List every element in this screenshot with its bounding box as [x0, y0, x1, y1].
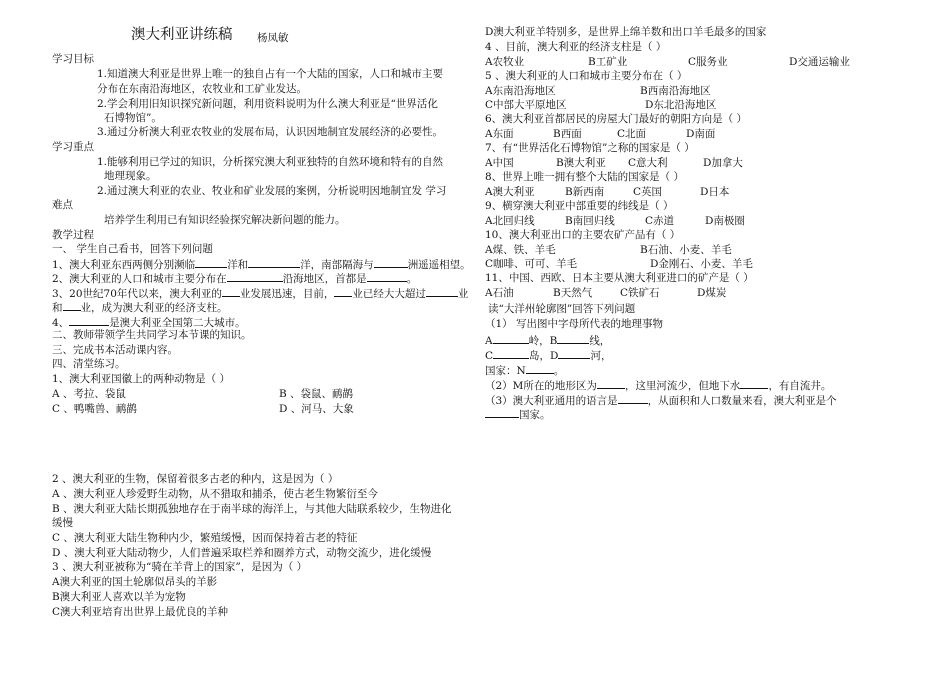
document-title: 澳大利亚讲练稿 [131, 27, 233, 43]
exercise-1-question: 1、澳大利亚国徽上的两种动物是（ ） [52, 373, 231, 385]
exercise-11-option-b: B天然气 [553, 287, 593, 299]
exercise-7-question: 7、有“世界活化石博物馆”之称的国家是（ ） [485, 142, 695, 154]
blank [222, 285, 240, 297]
blank [485, 406, 519, 418]
exercise-9-question: 9、横穿澳大利亚中部重要的纬线是（ ） [485, 200, 674, 212]
blank [248, 256, 300, 268]
goal-2-line-1: 2.学会利用旧知识探究新问题，利用资料说明为什么澳大利亚是“世界活化 [97, 98, 438, 110]
exercise-11-question: 11、中国、西欧、日本主要从澳大利亚进口的矿产是（ ） [485, 272, 754, 284]
exercise-1-option-c: C 、鸭嘴兽、鸸鹋 [52, 403, 137, 415]
map-question-1-line-a: A 岭，B 线， [485, 332, 610, 348]
blank [195, 256, 227, 268]
blank [426, 285, 458, 297]
process-heading: 教学过程 [52, 229, 94, 241]
exercise-10-option-d: D金刚石、小麦、羊毛 [650, 258, 753, 270]
exercise-2-question: 2 、澳大利亚的生物，保留着很多古老的种内，这是因为（ ） [52, 473, 339, 485]
exercise-4-option-c: C服务业 [688, 56, 728, 68]
blank [740, 377, 768, 389]
exercise-6-question: 6、澳大利亚首都居民的房屋大门最好的朝阳方向是（ ） [485, 113, 748, 125]
blank [597, 377, 625, 389]
map-question-1: （1） 写出图中字母所代表的地理事物 [485, 318, 664, 330]
exercise-3-option-a: A澳大利亚的国土轮廓似昂头的羊影 [52, 576, 218, 588]
exercise-3-option-b: B澳大利亚人喜欢以羊为宠物 [52, 591, 186, 603]
difficulty-heading: 难点 [52, 199, 73, 211]
exercise-1-option-d: D 、河马、大象 [279, 403, 354, 415]
exercise-6-option-c: C北面 [617, 128, 647, 140]
exercise-4-option-d: D交通运输业 [789, 56, 850, 68]
map-question-3-cont: 国家。 [485, 406, 551, 422]
blank [69, 314, 109, 326]
fill-question-3: 3、20世纪70年代以来，澳大利亚的 业发展迅速，目前， 业已经大大超过 业 [52, 285, 468, 301]
exercise-7-option-c: C意大利 [628, 157, 668, 169]
exercise-7-option-a: A中国 [485, 157, 514, 169]
step-1: 一、 学生自己看书，回答下列问题 [52, 243, 213, 255]
exercise-5-option-a: A东南沿海地区 [485, 85, 556, 97]
exercise-4-question: 4 、目前，澳大利亚的经济支柱是（ ） [485, 41, 667, 53]
blank [227, 270, 283, 282]
exercise-5-question: 5 、澳大利亚的人口和城市主要分布在（ ） [485, 70, 688, 82]
exercise-8-option-c: C英国 [633, 186, 663, 198]
map-question-3: （3）澳大利亚通用的语言是 ，从面积和人口数量来看，澳大利亚是个 [485, 392, 837, 408]
goal-1-line-1: 1.知道澳大利亚是世界上唯一的独自占有一个大陆的国家，人口和城市主要 [97, 68, 444, 80]
focus-2: 2.通过澳大利亚的农业、牧业和矿业发展的案例，分析说明因地制宜发 学习 [97, 185, 447, 197]
exercise-9-option-c: C赤道 [645, 215, 675, 227]
blank [493, 347, 529, 359]
exercise-2-option-c: C 、澳大利亚大陆生物种内少，繁殖缓慢，因而保持着古老的特征 [52, 532, 358, 544]
exercise-8-option-a: A澳大利亚 [485, 186, 535, 198]
map-question-2: （2）M所在的地形区为 ，这里河流少，但地下水 ，有自流井。 [485, 377, 831, 393]
step-2: 二、教师带领学生共同学习本节课的知识。 [52, 329, 252, 341]
exercise-2-option-b-line-2: 缓慢 [52, 517, 73, 529]
exercise-2-option-b-line-1: B 、澳大利亚大陆长期孤独地存在于南半球的海洋上，与其他大陆联系较少，生物进化 [52, 503, 452, 515]
goal-1-line-2: 分布在东南沿海地区，农牧业和工矿业发达。 [97, 83, 307, 95]
exercise-10-option-c: C咖啡、可可、羊毛 [485, 258, 578, 270]
blank [557, 332, 589, 344]
exercise-3-option-d: D澳大利亚羊特别多，是世界上绵羊数和出口羊毛最多的国家 [485, 26, 767, 38]
exercise-4-option-a: A农牧业 [485, 56, 525, 68]
exercise-6-option-d: D南面 [686, 128, 716, 140]
goal-3: 3.通过分析澳大利亚农牧业的发展布局，认识因地制宜发展经济的必要性。 [97, 126, 444, 138]
exercise-8-option-d: D日本 [700, 186, 730, 198]
exercise-11-option-a: A石油 [485, 287, 514, 299]
map-question-1-line-c: 国家：N 。 [485, 362, 564, 378]
blank [367, 270, 407, 282]
exercise-5-option-d: D东北沿海地区 [645, 99, 717, 111]
focus-heading: 学习重点 [52, 141, 94, 153]
exercise-9-option-d: D南极圈 [705, 215, 745, 227]
exercise-8-question: 8、世界上唯一拥有整个大陆的国家是（ ） [485, 171, 685, 183]
exercise-5-option-c: C中部大平原地区 [485, 99, 567, 111]
exercise-3-question: 3 、澳大利亚被称为“骑在羊背上的国家”，是因为（ ） [52, 561, 308, 573]
exercise-9-option-b: B南回归线 [565, 215, 615, 227]
exercise-6-option-a: A东面 [485, 128, 514, 140]
blank [618, 392, 648, 404]
difficulty-text: 培养学生利用已有知识经验探究解决新问题的能力。 [104, 214, 346, 226]
exercise-8-option-b: B新西南 [565, 186, 605, 198]
map-heading: 读“大洋州轮廓图”回答下列问题 [488, 303, 636, 315]
exercise-10-question: 10、澳大利亚出口的主要农矿产品有（ ） [485, 229, 681, 241]
focus-1-line-1: 1.能够利用已学过的知识，分析探究澳大利亚独特的自然环境和特有的自然 [97, 156, 444, 168]
exercise-7-option-b: B澳大利亚 [556, 157, 606, 169]
map-question-1-line-b: C 岛，D 河， [485, 347, 611, 363]
exercise-10-option-b: B石油、小麦、羊毛 [640, 244, 732, 256]
fill-question-3-cont: 和 业，成为澳大利亚的经济支柱。 [52, 299, 228, 315]
blank [63, 299, 81, 311]
exercise-2-option-d: D 、澳大利亚大陆动物少，人们普遍采取栏养和圈养方式，动物交流少，进化缓慢 [52, 547, 432, 559]
step-4: 四、清堂练习。 [52, 358, 126, 370]
blank [493, 332, 529, 344]
exercise-11-option-d: D煤炭 [697, 287, 727, 299]
exercise-1-option-a: A 、考拉、袋鼠 [52, 388, 126, 400]
fill-question-2: 2、澳大利亚的人口和城市主要分布在 沿海地区，首都是 。 [52, 270, 417, 286]
exercise-9-option-a: A北回归线 [485, 215, 535, 227]
blank [334, 285, 352, 297]
exercise-6-option-b: B西面 [553, 128, 582, 140]
fill-question-1: 1、澳大利亚东西两侧分别濒临 洋和 洋，南部隔海与 洲遥遥相望。 [52, 256, 471, 272]
exercise-3-option-c: C澳大利亚培育出世界上最优良的羊种 [52, 606, 229, 618]
exercise-5-option-b: B西南沿海地区 [640, 85, 711, 97]
step-3: 三、完成书本活动课内容。 [52, 344, 178, 356]
exercise-4-option-b: B工矿业 [588, 56, 628, 68]
goal-2-line-2: 石博物馆”。 [104, 112, 162, 124]
exercise-10-option-a: A煤、铁、羊毛 [485, 244, 556, 256]
fill-question-4: 4、 是澳大利亚全国第二大城市。 [52, 314, 246, 330]
blank [374, 256, 408, 268]
blank [526, 362, 554, 374]
focus-1-line-2: 地理现象。 [104, 170, 157, 182]
exercise-7-option-d: D加拿大 [703, 157, 743, 169]
exercise-11-option-c: C铁矿石 [620, 287, 660, 299]
exercise-2-option-a: A 、澳大利亚人珍爱野生动物，从不猎取和捕杀，使古老生物繁衍至今 [52, 488, 378, 500]
blank [558, 347, 590, 359]
exercise-1-option-b: B 、袋鼠、鸸鹋 [279, 388, 354, 400]
author-name: 杨凤敏 [257, 32, 289, 44]
goals-heading: 学习目标 [52, 53, 94, 65]
